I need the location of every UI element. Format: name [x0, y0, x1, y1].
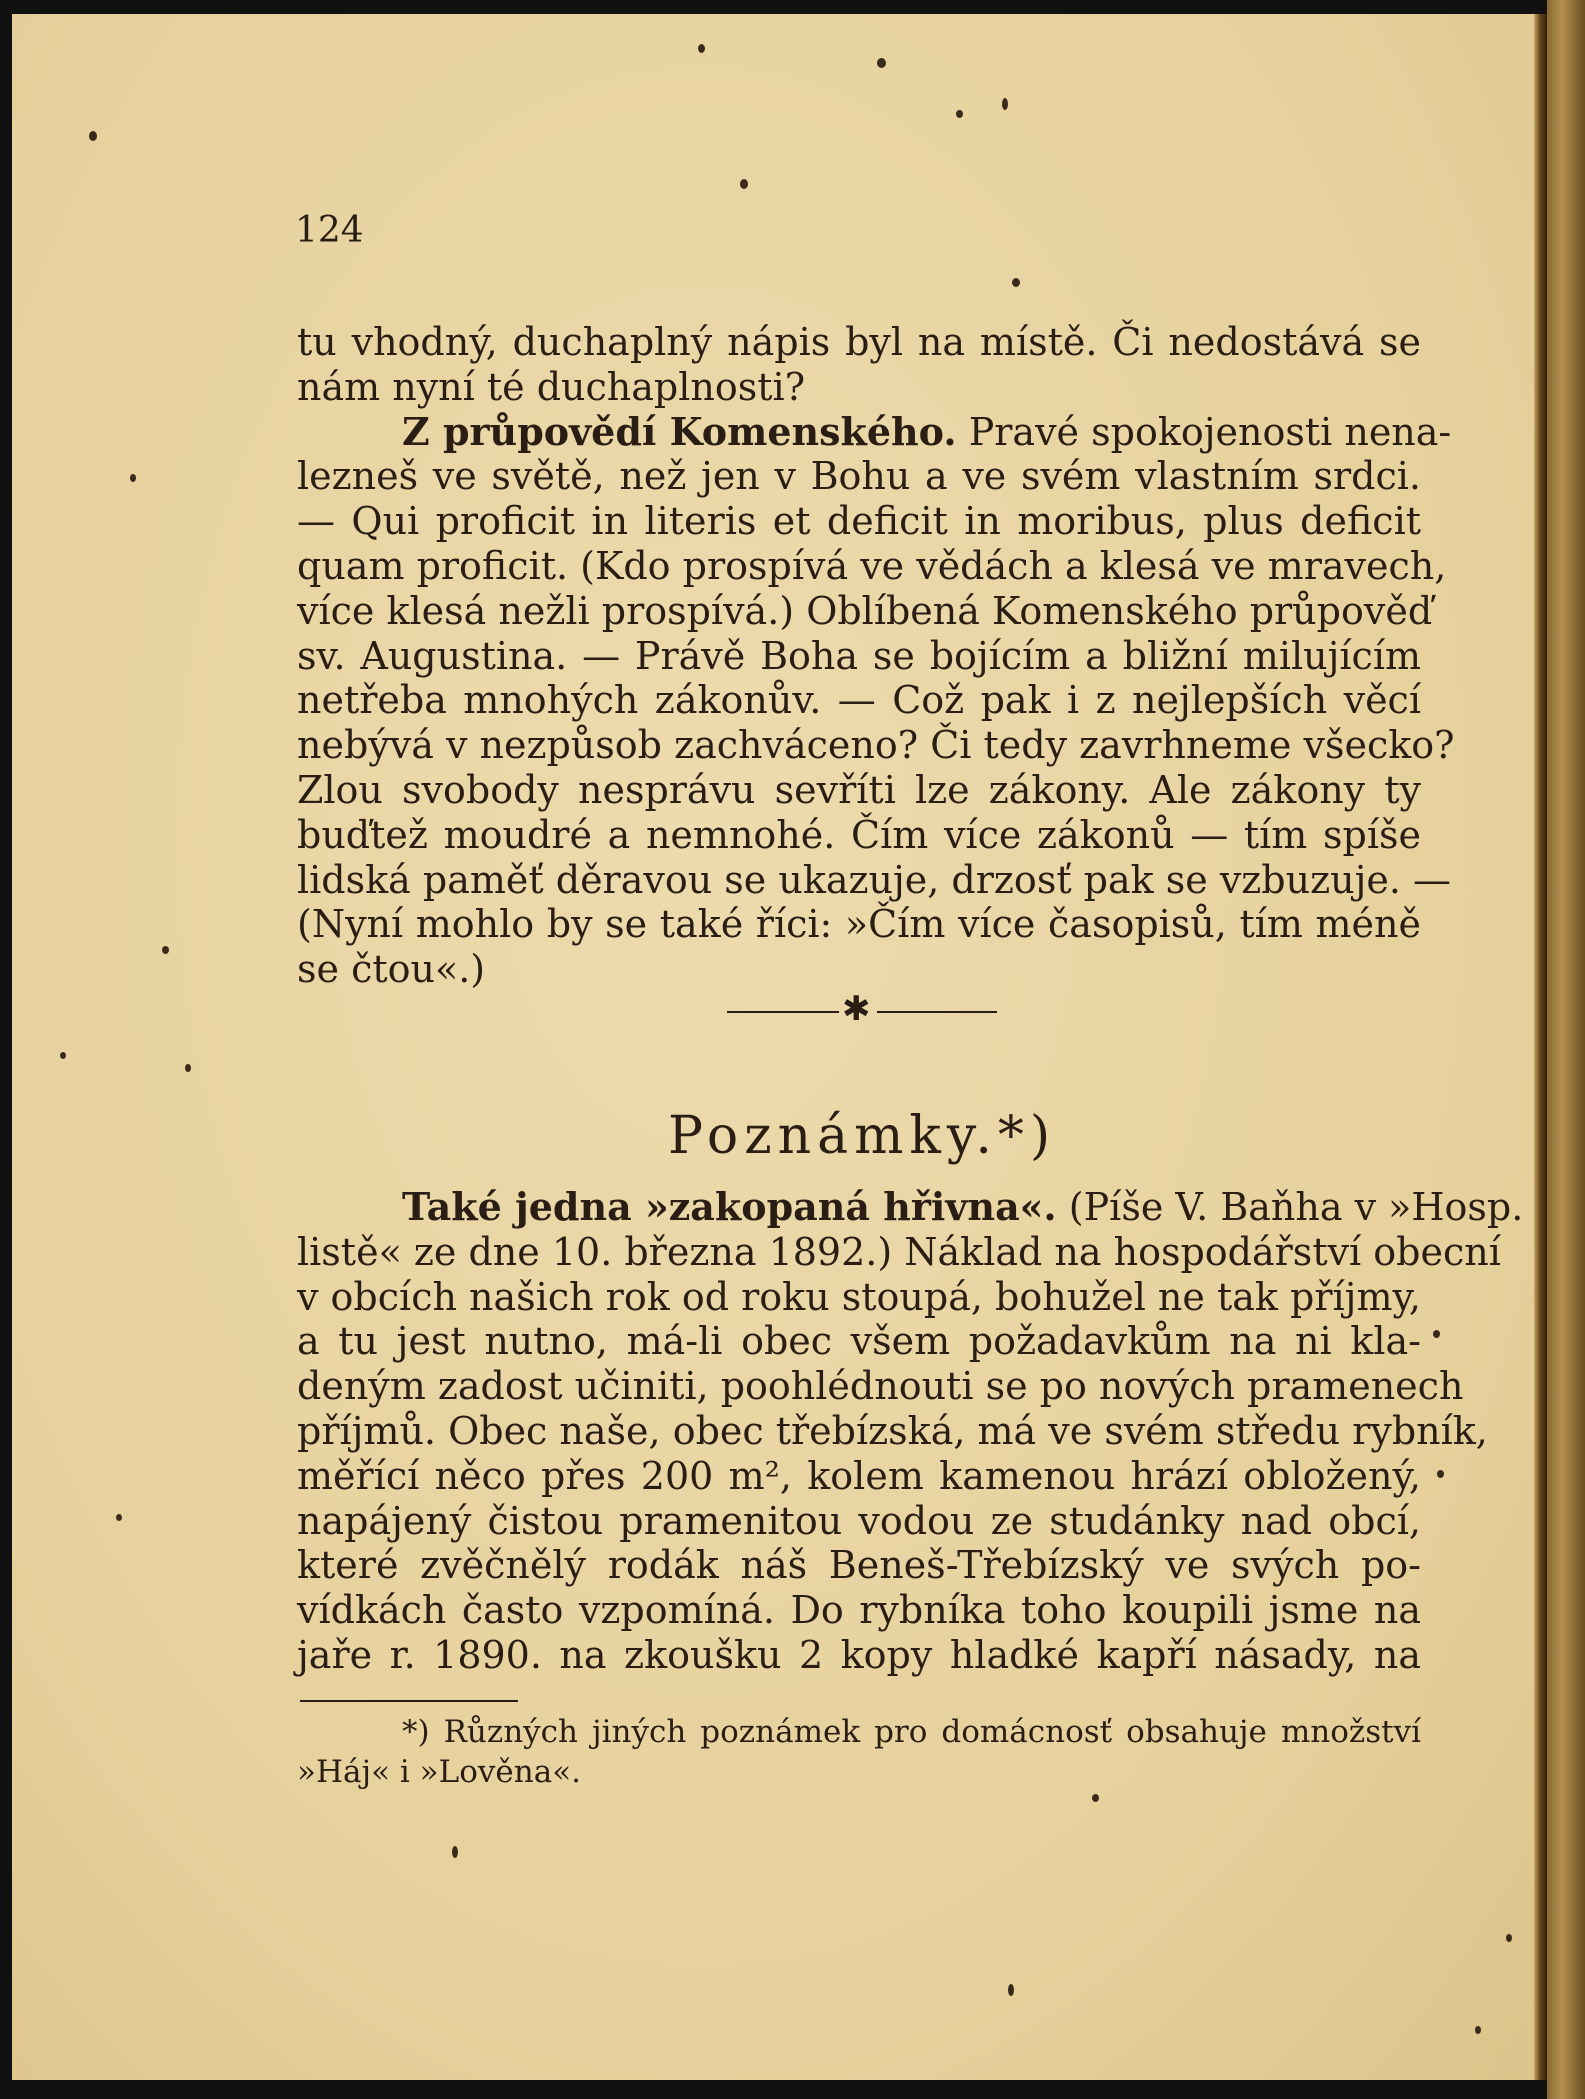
text-line: lezneš ve světě, než jen v Bohu a ve svém vlastním srdci. — [297, 454, 1421, 499]
paper-speck — [185, 1064, 191, 1072]
body-text-top — [297, 320, 1455, 992]
paper-speck — [1092, 1794, 1099, 1802]
text-line: příjmů. Obec naše, obec třebízská, má ve svém středu rybník, — [297, 1408, 1488, 1453]
text-line: se čtou«.) — [297, 947, 486, 992]
page-spine-shadow — [1534, 14, 1547, 2080]
section-title-komensky: Z průpovědí Komenského. — [402, 408, 957, 454]
paper-speck — [956, 110, 963, 118]
paper-speck — [1433, 1330, 1440, 1338]
paper-speck — [60, 1052, 66, 1059]
book-page — [12, 14, 1547, 2080]
text-line: které zvěčnělý rodák náš Beneš-Třebízský ve svých po- — [297, 1543, 1421, 1588]
paper-speck — [116, 1514, 122, 1521]
text-line: buďtež moudré a nemnohé. Čím více zákonů — tím spíše — [297, 812, 1421, 857]
text-line: sv. Augustina. — Právě Boha se bojícím a bližní milujícím — [297, 633, 1421, 678]
text-fragment: (Píše V. Baňha v »Hosp. — [1068, 1185, 1524, 1229]
paper-speck — [1012, 278, 1020, 287]
text-line: tu vhodný, duchaplný nápis byl na místě. Či nedostává se — [297, 320, 1421, 364]
paper-speck — [1437, 1470, 1444, 1478]
body-text-bottom — [297, 1184, 1524, 1678]
paper-speck — [89, 131, 97, 141]
section-hrivna-first-line — [297, 1184, 1524, 1230]
text-line: quam proficit. (Kdo prospívá ve vědách a klesá ve mravech, — [297, 543, 1447, 588]
paper-speck — [1008, 1984, 1014, 1996]
paper-speck — [698, 44, 705, 53]
section-heading: Poznámky.*) — [668, 1106, 1057, 1166]
asterisk-ornament-icon: ✱ — [842, 989, 871, 1029]
paper-speck — [130, 474, 136, 482]
paper-speck — [452, 1846, 458, 1858]
paper-speck — [162, 946, 169, 954]
text-line: více klesá nežli prospívá.) Oblíbená Komenského průpověď — [297, 588, 1433, 633]
paper-speck — [877, 58, 886, 68]
footnote — [297, 1712, 1421, 1792]
section-title-hrivna: Také jedna »zakopaná hřivna«. — [402, 1184, 1057, 1229]
divider-rule-left — [727, 1011, 839, 1013]
text-line: nám nyní té duchaplnosti? — [297, 364, 806, 409]
section-divider — [727, 989, 997, 1029]
footnote-rule — [300, 1700, 518, 1702]
divider-rule-right — [877, 1011, 997, 1013]
text-line: netřeba mnohých zákonův. — Což pak i z nejlepších věcí — [297, 678, 1421, 723]
text-line: jaře r. 1890. na zkoušku 2 kopy hladké kapří násady, na — [297, 1632, 1421, 1677]
text-line: lidská paměť děravou se ukazuje, drzosť pak se vzbuzuje. — — [297, 857, 1452, 902]
text-line: (Nyní mohlo by se také říci: »Čím více časopisů, tím méně — [297, 902, 1421, 947]
text-line: nebývá v nezpůsob zachváceno? Či tedy zavrhneme všecko? — [297, 723, 1455, 768]
paper-speck — [1475, 2026, 1481, 2034]
section-komensky-first-line — [297, 408, 1452, 455]
text-line: vídkách často vzpomíná. Do rybníka toho koupili jsme na — [297, 1588, 1421, 1633]
footnote-line: »Háj« i »Lověna«. — [297, 1754, 582, 1790]
text-line: v obcích našich rok od roku stoupá, bohužel ne tak příjmy, — [297, 1274, 1421, 1319]
paper-speck — [740, 179, 748, 189]
text-line: — Qui proficit in literis et deficit in moribus, plus deficit — [297, 499, 1421, 544]
text-line: a tu jest nutno, má-li obec všem požadavkům na ni kla- — [297, 1319, 1421, 1364]
page-number: 124 — [295, 210, 364, 251]
text-line: napájený čistou pramenitou vodou ze studánky nad obcí, — [297, 1498, 1421, 1543]
next-page-edge — [1547, 0, 1585, 2099]
text-line: listě« ze dne 10. března 1892.) Náklad na hospodářství obecní — [297, 1229, 1501, 1274]
text-line: deným zadost učiniti, poohlédnouti se po nových pramenech — [297, 1364, 1464, 1409]
paper-speck — [1506, 1934, 1512, 1942]
text-line: Zlou svobody nesprávu sevříti lze zákony. Ale zákony ty — [297, 767, 1421, 812]
footnote-line: *) Různých jiných poznámek pro domácnosť obsahuje množství — [402, 1714, 1421, 1750]
text-line: měřící něco přes 200 m², kolem kamenou hrází obložený, — [297, 1453, 1421, 1498]
text-fragment: Pravé spokojenosti nena- — [968, 409, 1452, 454]
paper-speck — [1002, 98, 1008, 110]
